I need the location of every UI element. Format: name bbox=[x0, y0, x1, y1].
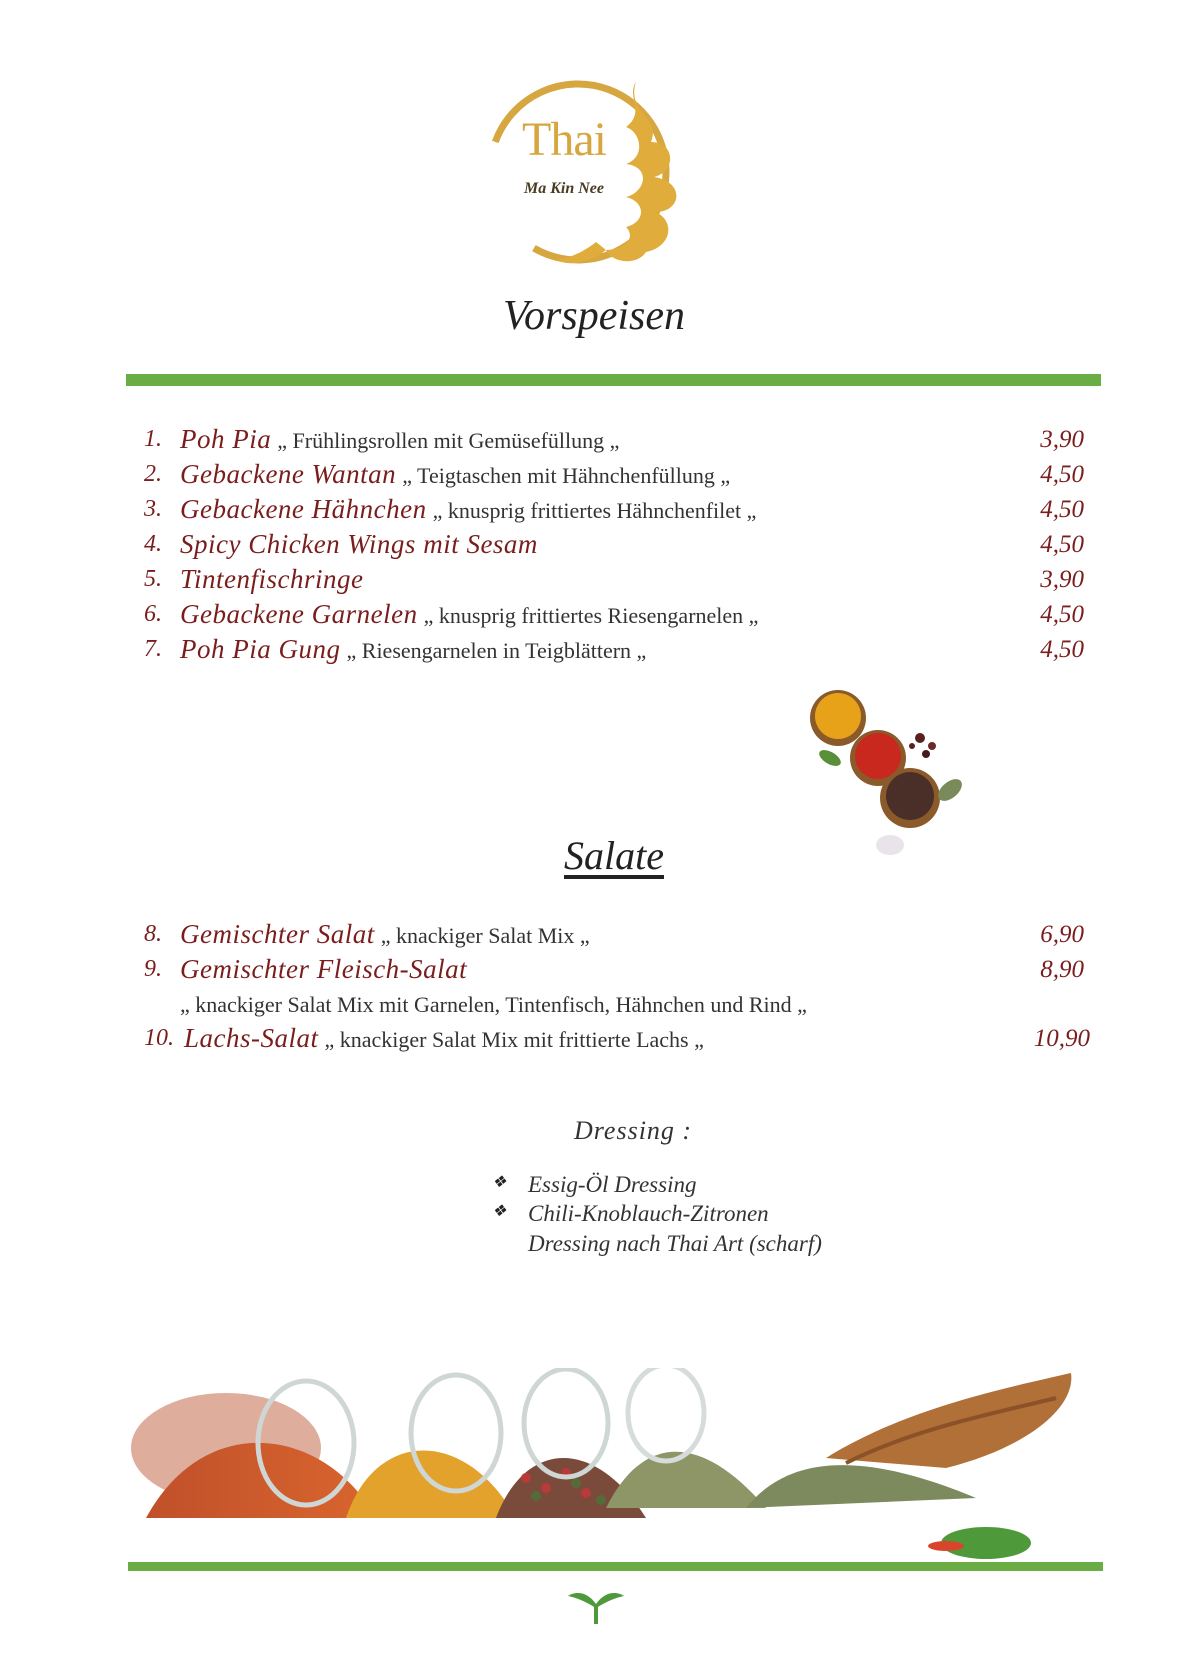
dish-price: 8,90 bbox=[1040, 956, 1084, 983]
menu-item bbox=[144, 459, 1084, 493]
item-number: 3. bbox=[144, 496, 162, 522]
dish-description: „ knackiger Salat Mix mit frittierte Lachs „ bbox=[324, 1027, 704, 1052]
dish-name: Gebackene Garnelen bbox=[180, 599, 418, 629]
dish-name: Spicy Chicken Wings mit Sesam bbox=[180, 529, 538, 559]
dish-description: „ Teigtaschen mit Hähnchenfüllung „ bbox=[402, 463, 731, 488]
menu-item bbox=[144, 634, 1084, 668]
dish-description: „ knackiger Salat Mix „ bbox=[380, 923, 590, 948]
dressing-title: Dressing : bbox=[574, 1116, 693, 1145]
item-number: 10. bbox=[144, 1025, 174, 1051]
section-title-vorspeisen: Vorspeisen bbox=[503, 293, 685, 339]
item-number: 6. bbox=[144, 601, 162, 627]
menu-item bbox=[144, 424, 1084, 458]
spice-bowls-image bbox=[800, 680, 970, 860]
item-number: 2. bbox=[144, 461, 162, 487]
dish-price: 4,50 bbox=[1040, 461, 1084, 488]
item-number: 9. bbox=[144, 956, 162, 982]
dish-name: Gebackene Wantan bbox=[180, 459, 397, 489]
dressing-text: Essig-Öl Dressing bbox=[528, 1172, 697, 1197]
dish-price: 6,90 bbox=[1040, 921, 1084, 948]
bottom-divider bbox=[128, 1562, 1103, 1571]
diamond-bullet-icon: ❖ bbox=[492, 1203, 507, 1220]
menu-item bbox=[144, 954, 1084, 988]
dish-name: Gemischter Salat bbox=[180, 919, 375, 949]
dressing-text: Chili-Knoblauch-Zitronen Dressing nach Thai Art (scharf) bbox=[528, 1201, 822, 1256]
item-number: 1. bbox=[144, 426, 162, 452]
dish-name: Tintenfischringe bbox=[180, 564, 364, 594]
dish-price: 3,90 bbox=[1040, 426, 1084, 453]
menu-item bbox=[144, 919, 1084, 953]
spice-jars-banner-image bbox=[126, 1368, 1101, 1568]
logo-wordmark: Thai bbox=[522, 113, 606, 166]
item-number: 7. bbox=[144, 636, 162, 662]
dish-price: 4,50 bbox=[1040, 496, 1084, 523]
dish-description: „ knusprig frittiertes Riesengarnelen „ bbox=[423, 603, 759, 628]
dish-price: 4,50 bbox=[1040, 601, 1084, 628]
dish-name: Lachs-Salat bbox=[184, 1023, 319, 1053]
dish-price: 10,90 bbox=[1033, 1025, 1090, 1052]
restaurant-logo bbox=[486, 72, 716, 272]
logo-emblem-icon bbox=[486, 72, 716, 272]
dish-price: 4,50 bbox=[1040, 531, 1084, 558]
item-number: 8. bbox=[144, 921, 162, 947]
sprout-icon bbox=[566, 1586, 626, 1626]
dish-description-continued: „ knackiger Salat Mix mit Garnelen, Tintenfisch, Hähnchen und Rind „ bbox=[180, 992, 807, 1017]
dish-description: „ Riesengarnelen in Teigblättern „ bbox=[346, 638, 647, 663]
menu-item bbox=[144, 599, 1084, 633]
menu-item bbox=[144, 494, 1084, 528]
section-title-salate: Salate bbox=[564, 833, 664, 878]
dish-name: Poh Pia bbox=[180, 424, 272, 454]
dish-description: „ Frühlingsrollen mit Gemüsefüllung „ bbox=[277, 428, 620, 453]
diamond-bullet-icon: ❖ bbox=[492, 1174, 507, 1191]
item-number: 5. bbox=[144, 566, 162, 592]
dish-name: Gebackene Hähnchen bbox=[180, 494, 427, 524]
menu-item bbox=[144, 564, 1084, 598]
dish-name: Poh Pia Gung bbox=[180, 634, 341, 664]
top-divider bbox=[126, 374, 1101, 386]
menu-item bbox=[144, 1023, 1090, 1057]
menu-item bbox=[144, 529, 1084, 563]
dish-price: 3,90 bbox=[1040, 566, 1084, 593]
item-number: 4. bbox=[144, 531, 162, 557]
dish-price: 4,50 bbox=[1040, 636, 1084, 663]
dish-name: Gemischter Fleisch-Salat bbox=[180, 954, 468, 984]
logo-subtitle: Ma Kin Nee bbox=[524, 180, 604, 197]
dish-description: „ knusprig frittiertes Hähnchenfilet „ bbox=[432, 498, 757, 523]
